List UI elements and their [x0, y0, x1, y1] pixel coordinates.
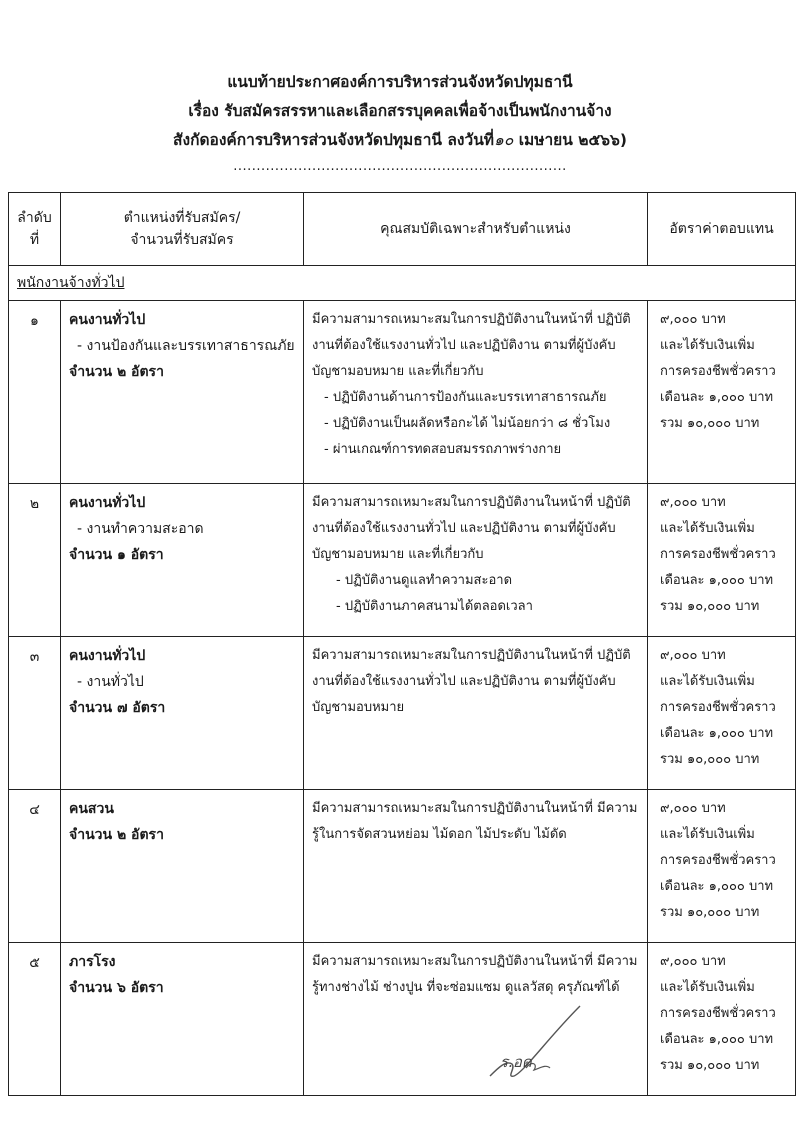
qualification-cell	[304, 637, 648, 790]
row-number: ๔	[9, 790, 61, 943]
header-position-line-2: จำนวนที่รับสมัคร	[130, 232, 234, 248]
pay-line: การครองชีพชั่วคราว	[660, 547, 776, 562]
row-number: ๕	[9, 943, 61, 1096]
qualification-text: มีความสามารถเหมาะสมในการปฏิบัติงานในหน้าที่ ปฏิบัติงานที่ต้องใช้แรงงานทั่วไป และปฏิบัติงาน ตามที่ผู้บังคับบัญชามอบหมาย	[312, 648, 631, 715]
position-subunit: - งานทำความสะอาด	[77, 521, 204, 537]
header-no-line-1: ลำดับ	[17, 210, 52, 226]
header-cell-no	[9, 193, 61, 266]
header-line-3-a: สังกัดองค์การบริหารส่วนจังหวัดปทุมธานี ลงวันที่	[173, 131, 495, 149]
header-cell-qualification: คุณสมบัติเฉพาะสำหรับตำแหน่ง	[304, 193, 648, 266]
header-cell-pay: อัตราค่าตอบแทน	[648, 193, 796, 266]
pay-line: เดือนละ ๑,๐๐๐ บาท	[660, 726, 774, 741]
position-title: คนงานทั่วไป	[69, 495, 146, 511]
pay-line: และได้รับเงินเพิ่ม	[660, 980, 755, 995]
pay-line: รวม ๑๐,๐๐๐ บาท	[660, 752, 760, 767]
qualification-item: - ผ่านเกณฑ์การทดสอบสมรรถภาพร่างกาย	[324, 442, 562, 457]
pay-line: และได้รับเงินเพิ่ม	[660, 338, 755, 353]
position-title: คนสวน	[69, 801, 114, 817]
qualification-text: มีความสามารถเหมาะสมในการปฏิบัติงานในหน้าที่ มีความรู้ในการจัดสวนหย่อม ไม้ดอก ไม้ประดับ ไม้ดัด	[312, 801, 638, 842]
position-cell	[61, 484, 304, 637]
qualification-item: - ปฏิบัติงานเป็นผลัดหรือกะได้ ไม่น้อยกว่า ๘ ชั่วโมง	[324, 416, 611, 431]
header-dotted-line: ........................................................................	[233, 159, 567, 174]
table-body	[9, 301, 796, 1096]
pay-line: และได้รับเงินเพิ่ม	[660, 674, 755, 689]
positions-table	[8, 192, 796, 1096]
table-row	[9, 790, 796, 943]
pay-line: เดือนละ ๑,๐๐๐ บาท	[660, 1032, 774, 1047]
qualification-cell	[304, 943, 648, 1096]
table-row	[9, 943, 796, 1096]
table-row	[9, 484, 796, 637]
header-date-day: ๑๐	[494, 131, 514, 149]
pay-line: รวม ๑๐,๐๐๐ บาท	[660, 1058, 760, 1073]
pay-line: ๙,๐๐๐ บาท	[660, 801, 726, 816]
pay-line: และได้รับเงินเพิ่ม	[660, 521, 755, 536]
qualification-cell	[304, 484, 648, 637]
pay-line: ๙,๐๐๐ บาท	[660, 312, 726, 327]
pay-line: การครองชีพชั่วคราว	[660, 364, 776, 379]
qualification-text: มีความสามารถเหมาะสมในการปฏิบัติงานในหน้าที่ ปฏิบัติงานที่ต้องใช้แรงงานทั่วไป และปฏิบัติงาน ตามที่ผู้บังคับบัญชามอบหมาย และที่เกี่ยวกับ	[312, 495, 631, 562]
qualification-item: - ปฏิบัติงานด้านการป้องกันและบรรเทาสาธารณภัย	[324, 390, 607, 405]
position-cell	[61, 637, 304, 790]
pay-cell	[648, 790, 796, 943]
pay-line: และได้รับเงินเพิ่ม	[660, 827, 755, 842]
pay-line: ๙,๐๐๐ บาท	[660, 954, 726, 969]
position-title: คนงานทั่วไป	[69, 312, 146, 328]
qualification-cell	[304, 301, 648, 484]
position-cell	[61, 943, 304, 1096]
pay-line: การครองชีพชั่วคราว	[660, 1006, 776, 1021]
position-count: จำนวน ๑ อัตรา	[69, 547, 164, 563]
row-number: ๑	[9, 301, 61, 484]
position-count: จำนวน ๗ อัตรา	[69, 700, 166, 716]
qualification-cell	[304, 790, 648, 943]
qualification-item: - ปฏิบัติงานดูแลทำความสะอาด	[336, 573, 513, 588]
pay-line: เดือนละ ๑,๐๐๐ บาท	[660, 879, 774, 894]
document-header	[0, 68, 800, 177]
position-count: จำนวน ๒ อัตรา	[69, 364, 164, 380]
signature-stroke	[488, 998, 588, 1088]
signature-text: ร.อด	[500, 1053, 532, 1071]
pay-cell	[648, 301, 796, 484]
section-cell	[9, 266, 796, 301]
pay-cell	[648, 637, 796, 790]
qualification-text: มีความสามารถเหมาะสมในการปฏิบัติงานในหน้าที่ มีความรู้ทางช่างไม้ ช่างปูน ที่จะซ่อมแซม ดูแลวัสดุ ครุภัณฑ์ได้	[312, 954, 638, 995]
pay-line: การครองชีพชั่วคราว	[660, 700, 776, 715]
header-line-3	[0, 126, 800, 155]
position-title: คนงานทั่วไป	[69, 648, 146, 664]
row-number: ๒	[9, 484, 61, 637]
header-line-1: แนบท้ายประกาศองค์การบริหารส่วนจังหวัดปทุมธานี	[227, 73, 573, 91]
position-subunit: - งานป้องกันและบรรเทาสาธารณภัย	[77, 338, 295, 354]
position-title: ภารโรง	[69, 954, 116, 970]
pay-line: เดือนละ ๑,๐๐๐ บาท	[660, 390, 774, 405]
table-header-row	[9, 193, 796, 266]
header-no-line-2: ที่	[29, 232, 40, 248]
pay-line: ๙,๐๐๐ บาท	[660, 648, 726, 663]
table-row	[9, 301, 796, 484]
section-title: พนักงานจ้างทั่วไป	[17, 275, 125, 291]
pay-line: รวม ๑๐,๐๐๐ บาท	[660, 416, 760, 431]
pay-cell	[648, 943, 796, 1096]
position-subunit: - งานทั่วไป	[77, 674, 144, 690]
header-line-2: เรื่อง รับสมัครสรรหาและเลือกสรรบุคคลเพื่อจ้างเป็นพนักงานจ้าง	[188, 102, 612, 120]
position-cell	[61, 790, 304, 943]
header-line-3-b: เมษายน ๒๕๖๖)	[513, 131, 627, 149]
qualification-text: มีความสามารถเหมาะสมในการปฏิบัติงานในหน้าที่ ปฏิบัติงานที่ต้องใช้แรงงานทั่วไป และปฏิบัติงาน ตามที่ผู้บังคับบัญชามอบหมาย และที่เกี่ยวกับ	[312, 312, 631, 379]
section-row	[9, 266, 796, 301]
pay-line: เดือนละ ๑,๐๐๐ บาท	[660, 573, 774, 588]
header-position-line-1: ตำแหน่งที่รับสมัคร/	[123, 210, 241, 226]
pay-line: รวม ๑๐,๐๐๐ บาท	[660, 905, 760, 920]
header-cell-position	[61, 193, 304, 266]
pay-line: รวม ๑๐,๐๐๐ บาท	[660, 599, 760, 614]
pay-cell	[648, 484, 796, 637]
signature	[488, 998, 588, 1088]
position-count: จำนวน ๖ อัตรา	[69, 980, 164, 996]
pay-line: การครองชีพชั่วคราว	[660, 853, 776, 868]
position-cell	[61, 301, 304, 484]
qualification-item: - ปฏิบัติงานภาคสนามได้ตลอดเวลา	[336, 599, 533, 614]
table-row	[9, 637, 796, 790]
row-number: ๓	[9, 637, 61, 790]
position-count: จำนวน ๒ อัตรา	[69, 827, 164, 843]
pay-line: ๙,๐๐๐ บาท	[660, 495, 726, 510]
